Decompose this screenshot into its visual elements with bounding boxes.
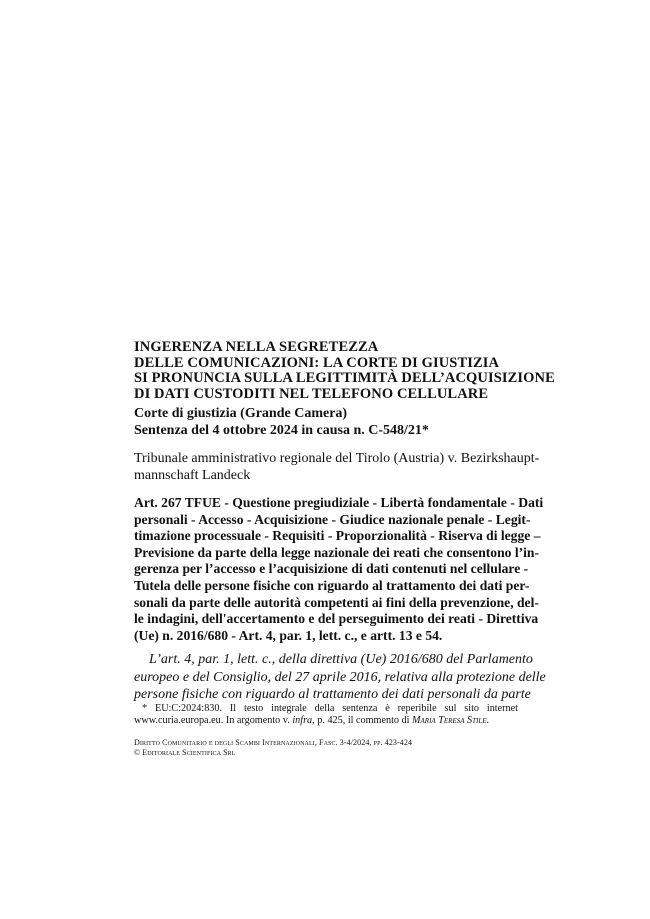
court-block xyxy=(134,406,534,439)
parties-line: Tribunale amministrativo regionale del Tirolo (Austria) v. Bezirkshaupt- xyxy=(134,451,540,466)
footnote-infra: infra xyxy=(292,714,313,726)
court-name: Corte di giustizia (Grande Camera) xyxy=(134,406,348,421)
footnote-text: , p. 425, il commento di xyxy=(312,714,413,726)
footnote-text: www.curia.europa.eu. In argomento v. xyxy=(134,714,293,726)
journal-reference: Diritto Comunitario e degli Scambi Internazionali, Fasc. 3-4/2024, pp. 423-424 xyxy=(134,738,413,747)
summary-line: le indagini, dell'accertamento e del perseguimento dei reati - Direttiva xyxy=(134,611,539,627)
body-line: L’art. 4, par. 1, lett. c., della direttiva (Ue) 2016/680 del Parlamento xyxy=(149,652,533,667)
footnote-author: Maria Teresa Stile xyxy=(412,714,487,726)
summary-line: timazione processuale - Requisiti - Proporzionalità - Riserva di legge – xyxy=(134,528,541,544)
summary-line: personali - Accesso - Acquisizione - Giudice nazionale penale - Legit- xyxy=(134,511,531,527)
journal-imprint xyxy=(134,738,518,757)
footnote xyxy=(134,703,518,726)
body-line: persone fisiche con riguardo al trattamento dei dati personali da parte xyxy=(134,687,531,702)
body-line: europeo e del Consiglio, del 27 aprile 2016, relativa alla protezione delle xyxy=(134,669,546,685)
publisher-copyright: © Editoriale Scientifica Srl xyxy=(134,747,236,757)
summary-line: Previsione da parte della legge nazionale dei reati che consentono l’in- xyxy=(134,544,540,560)
parties-line: mannschaft Landeck xyxy=(134,468,251,483)
footnote-text: . xyxy=(486,714,490,726)
footnote-line xyxy=(134,715,518,727)
title-line: SI PRONUNCIA SULLA LEGITTIMITÀ DELL’ACQUISIZIONE xyxy=(134,370,555,386)
summary-line: Tutela delle persone fisiche con riguardo al trattamento dei dati per- xyxy=(134,577,530,593)
summary-line: Art. 267 TFUE - Questione pregiudiziale - Libertà fondamentale - Dati xyxy=(134,495,544,510)
title-line: DELLE COMUNICAZIONI: LA CORTE DI GIUSTIZIA xyxy=(134,354,500,371)
article-title xyxy=(134,339,555,402)
summary-line: sonali da parte delle autorità competenti ai fini della prevenzione, del- xyxy=(134,594,539,610)
keywords-summary xyxy=(134,495,544,644)
summary-line: (Ue) n. 2016/680 - Art. 4, par. 1, lett. c., e artt. 13 e 54. xyxy=(134,627,443,643)
title-line: DI DATI CUSTODITI NEL TELEFONO CELLULARE xyxy=(134,385,489,402)
footnote-line: * EU:C:2024:830. Il testo integrale della sentenza è reperibile sul sito internet xyxy=(142,703,518,714)
title-line: INGERENZA NELLA SEGRETEZZA xyxy=(134,339,379,355)
body-paragraph xyxy=(134,651,546,704)
summary-line: gerenza per l’accesso e l’acquisizione di dati contenuti nel cellulare - xyxy=(134,561,529,577)
judgment-reference: Sentenza del 4 ottobre 2024 in causa n. C-548/21* xyxy=(134,422,429,438)
parties-block xyxy=(134,450,540,484)
